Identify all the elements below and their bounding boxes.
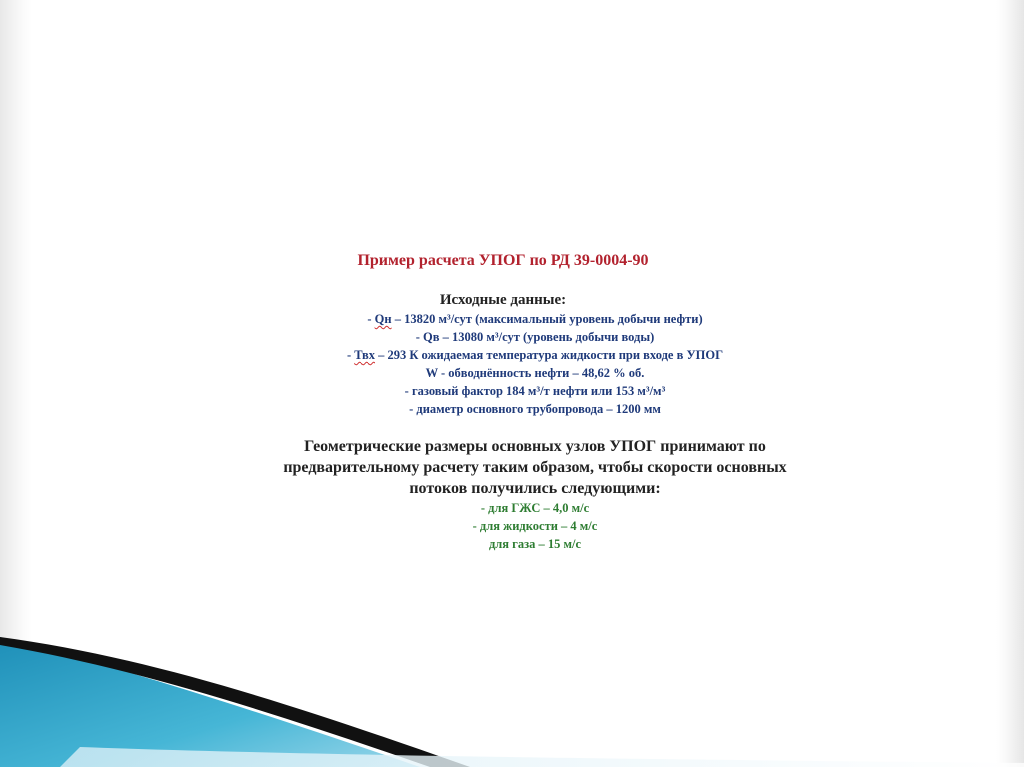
velocity-gjs: - для ГЖС – 4,0 м/с [480, 501, 590, 515]
water-flow-symbol: Qв [423, 330, 440, 344]
geometry-paragraph [190, 436, 880, 499]
source-line-pipe-diameter: - диаметр основного трубопровода – 1200 мм [409, 402, 661, 416]
velocity-list [190, 499, 880, 553]
source-line-water-cut [190, 364, 880, 382]
source-line-water-flow [190, 328, 880, 346]
line-prefix: - [346, 348, 355, 362]
line-prefix: - [415, 330, 423, 344]
temperature-text: – 293 К ожидаемая температура жидкости при входе в УПОГ [374, 348, 724, 362]
temperature-symbol: Твх [354, 348, 375, 362]
source-line-oil-flow [190, 310, 880, 328]
geometry-line-2: предварительному расчету таким образом, чтобы скорости основных [283, 459, 787, 476]
velocity-gas: для газа – 15 м/с [488, 537, 582, 551]
water-cut-text: - обводнённость нефти – 48,62 % об. [437, 366, 645, 380]
geometry-line-1: Геометрические размеры основных узлов УПОГ принимают по [304, 438, 766, 455]
slide-decoration [0, 637, 1024, 767]
geometry-line-3: потоков получились следующими: [409, 480, 661, 497]
water-flow-text: – 13080 м³/сут (уровень добычи воды) [439, 330, 655, 344]
source-line-inlet-temperature [190, 346, 880, 364]
oil-flow-symbol: Qн [374, 312, 392, 326]
line-prefix: - [367, 312, 375, 326]
slide-content [190, 250, 880, 553]
water-cut-symbol: W [425, 366, 438, 380]
velocity-liquid: - для жидкости – 4 м/с [472, 519, 598, 533]
source-data-list [190, 310, 880, 418]
source-line-gas-factor: - газовый фактор 184 м³/т нефти или 153 м³/м³ [404, 384, 666, 398]
source-data-heading: Исходные данные: [439, 292, 567, 308]
oil-flow-text: – 13820 м³/сут (максимальный уровень добычи нефти) [391, 312, 703, 326]
slide-title: Пример расчета УПОГ по РД 39-0004-90 [357, 252, 649, 269]
